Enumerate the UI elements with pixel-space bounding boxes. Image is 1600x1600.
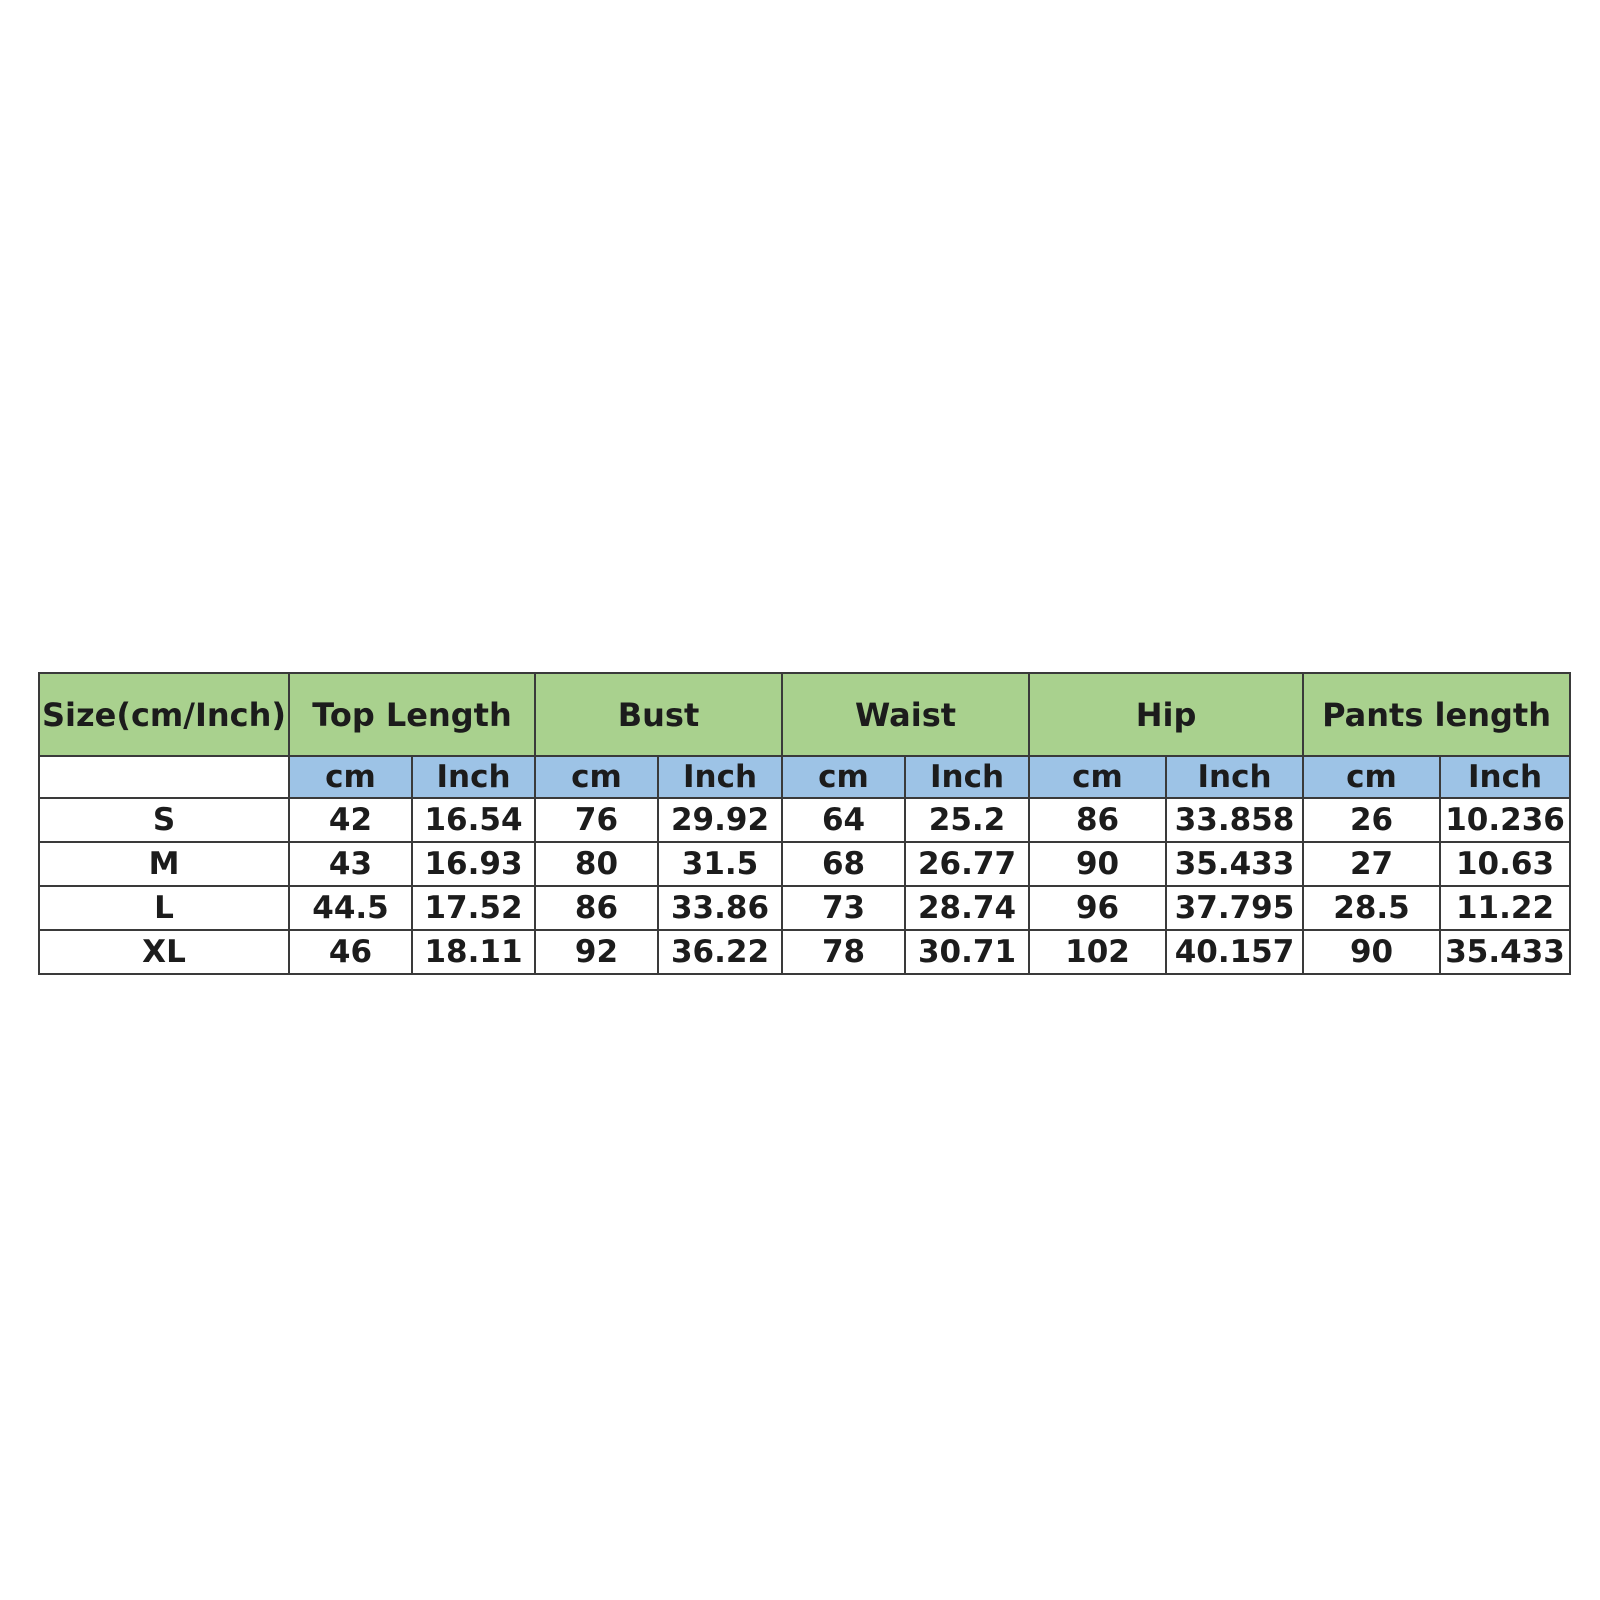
value-cell: 35.433 (1440, 930, 1570, 974)
value-cell: 26 (1303, 798, 1440, 842)
unit-cm-cell: cm (1303, 756, 1440, 798)
group-header-waist: Waist (782, 673, 1029, 756)
value-cell: 80 (535, 842, 658, 886)
value-cell: 16.93 (412, 842, 535, 886)
value-cell: 26.77 (905, 842, 1029, 886)
value-cell: 102 (1029, 930, 1166, 974)
value-cell: 46 (289, 930, 412, 974)
value-cell: 18.11 (412, 930, 535, 974)
value-cell: 37.795 (1166, 886, 1303, 930)
table-row-m (39, 842, 1570, 886)
table-row-xl (39, 930, 1570, 974)
value-cell: 92 (535, 930, 658, 974)
value-cell: 33.86 (658, 886, 782, 930)
unit-cm-cell: cm (535, 756, 658, 798)
size-header-cell: Size(cm/Inch) (39, 673, 289, 756)
size-label-cell: S (39, 798, 289, 842)
value-cell: 27 (1303, 842, 1440, 886)
unit-blank-cell (39, 756, 289, 798)
value-cell: 16.54 (412, 798, 535, 842)
value-cell: 31.5 (658, 842, 782, 886)
value-cell: 42 (289, 798, 412, 842)
value-cell: 78 (782, 930, 905, 974)
unit-cm-cell: cm (289, 756, 412, 798)
table-row-l (39, 886, 1570, 930)
value-cell: 73 (782, 886, 905, 930)
value-cell: 43 (289, 842, 412, 886)
value-cell: 64 (782, 798, 905, 842)
size-chart-table (38, 672, 1571, 975)
value-cell: 28.5 (1303, 886, 1440, 930)
value-cell: 86 (535, 886, 658, 930)
group-header-hip: Hip (1029, 673, 1303, 756)
value-cell: 35.433 (1166, 842, 1303, 886)
value-cell: 36.22 (658, 930, 782, 974)
value-cell: 86 (1029, 798, 1166, 842)
unit-inch-cell: Inch (658, 756, 782, 798)
unit-row (39, 756, 1570, 798)
header-row (39, 673, 1570, 756)
value-cell: 44.5 (289, 886, 412, 930)
value-cell: 90 (1303, 930, 1440, 974)
group-header-bust: Bust (535, 673, 782, 756)
value-cell: 40.157 (1166, 930, 1303, 974)
unit-inch-cell: Inch (1166, 756, 1303, 798)
unit-cm-cell: cm (1029, 756, 1166, 798)
value-cell: 25.2 (905, 798, 1029, 842)
value-cell: 29.92 (658, 798, 782, 842)
value-cell: 28.74 (905, 886, 1029, 930)
size-label-cell: L (39, 886, 289, 930)
value-cell: 33.858 (1166, 798, 1303, 842)
size-label-cell: M (39, 842, 289, 886)
value-cell: 68 (782, 842, 905, 886)
unit-inch-cell: Inch (412, 756, 535, 798)
value-cell: 10.236 (1440, 798, 1570, 842)
value-cell: 30.71 (905, 930, 1029, 974)
group-header-pants-length: Pants length (1303, 673, 1570, 756)
value-cell: 76 (535, 798, 658, 842)
value-cell: 96 (1029, 886, 1166, 930)
value-cell: 11.22 (1440, 886, 1570, 930)
unit-inch-cell: Inch (1440, 756, 1570, 798)
group-header-top-length: Top Length (289, 673, 535, 756)
value-cell: 10.63 (1440, 842, 1570, 886)
value-cell: 17.52 (412, 886, 535, 930)
value-cell: 90 (1029, 842, 1166, 886)
unit-cm-cell: cm (782, 756, 905, 798)
size-label-cell: XL (39, 930, 289, 974)
unit-inch-cell: Inch (905, 756, 1029, 798)
table-row-s (39, 798, 1570, 842)
